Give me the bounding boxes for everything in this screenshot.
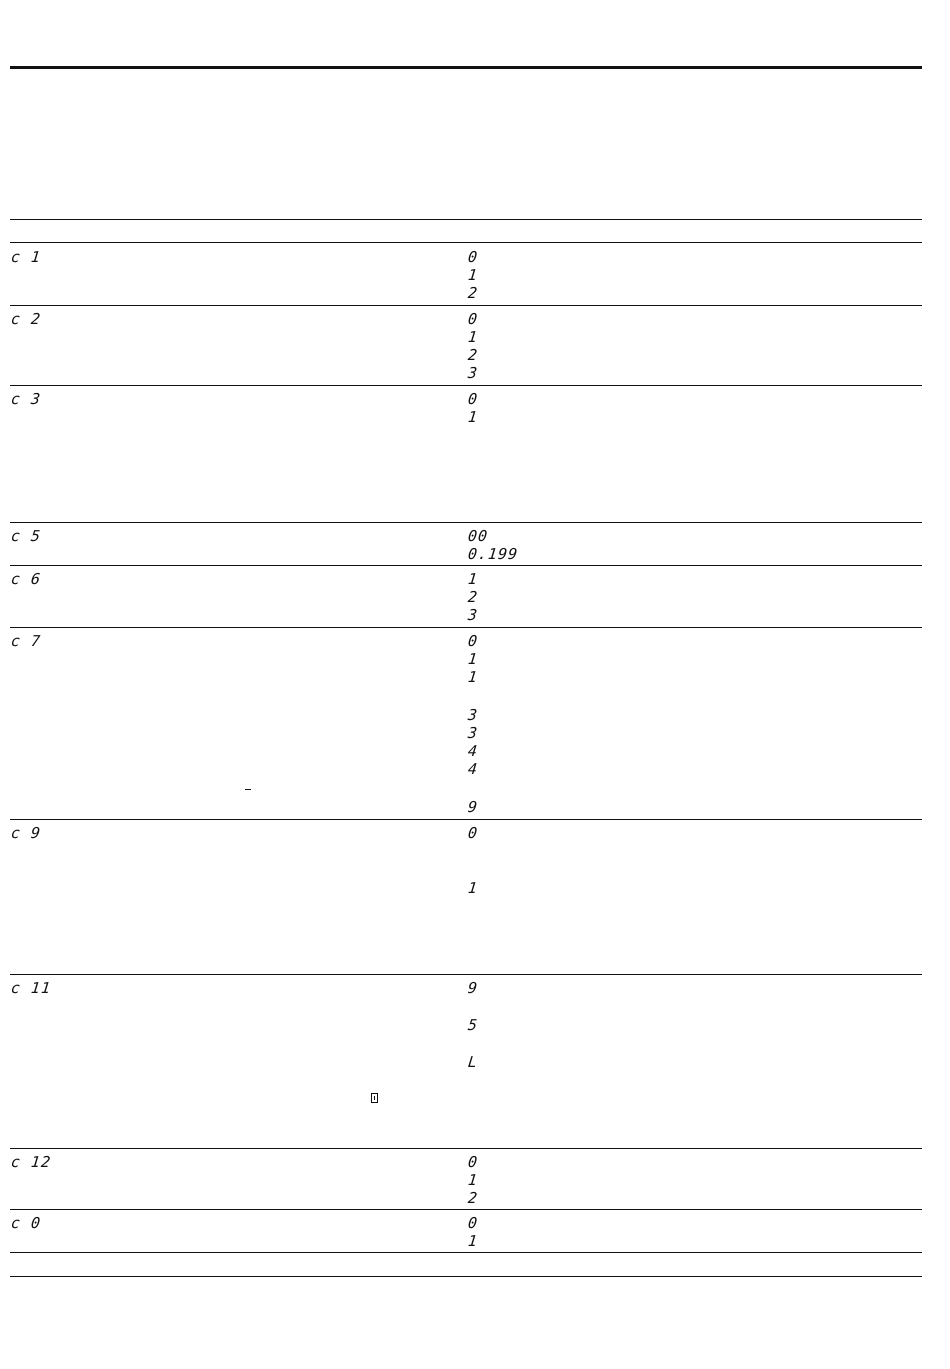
- row-divider: [10, 819, 922, 820]
- value-c6-0: 1: [467, 570, 479, 588]
- value-c2-0: 0: [467, 310, 479, 328]
- table-header-rule: [10, 219, 922, 220]
- code-c0: c 0: [10, 1214, 43, 1232]
- row-divider: [10, 1252, 922, 1253]
- code-c6: c 6: [10, 570, 43, 588]
- row-divider: [10, 1209, 922, 1210]
- value-c7-7: 9: [467, 798, 479, 816]
- value-c7-1: 1: [467, 650, 479, 668]
- value-c0-1: 1: [467, 1232, 479, 1250]
- value-c7-3: 3: [467, 706, 479, 724]
- value-c11-0: 9: [467, 979, 479, 997]
- row-divider: [10, 385, 922, 386]
- value-c5-0: 00: [467, 527, 490, 545]
- table-header-bottom-rule: [10, 242, 922, 243]
- row-divider: [10, 974, 922, 975]
- value-c7-4: 3: [467, 724, 479, 742]
- top-rule: [10, 66, 922, 69]
- value-c9-0: 0: [467, 824, 479, 842]
- value-c6-2: 3: [467, 606, 479, 624]
- value-c9-1: 1: [467, 879, 479, 897]
- code-c3: c 3: [10, 390, 43, 408]
- value-c1-2: 2: [467, 284, 479, 302]
- button-symbol-icon: [371, 1093, 378, 1103]
- code-c11: c 11: [10, 979, 53, 997]
- value-c11-1: 5: [467, 1016, 479, 1034]
- row-divider: [10, 627, 922, 628]
- value-c3-1: 1: [467, 408, 479, 426]
- value-c7-2: 1: [467, 668, 479, 686]
- value-c2-3: 3: [467, 364, 479, 382]
- code-c2: c 2: [10, 310, 43, 328]
- value-c6-1: 2: [467, 588, 479, 606]
- value-c12-2: 2: [467, 1189, 479, 1207]
- row-divider: [10, 305, 922, 306]
- code-c5: c 5: [10, 527, 43, 545]
- code-c9: c 9: [10, 824, 43, 842]
- value-c12-1: 1: [467, 1171, 479, 1189]
- value-c5-1: 0.199: [467, 545, 520, 563]
- row-divider: [10, 522, 922, 523]
- code-c7: c 7: [10, 632, 43, 650]
- value-c1-1: 1: [467, 266, 479, 284]
- row-divider: [10, 565, 922, 566]
- value-c2-1: 1: [467, 328, 479, 346]
- row-divider: [10, 1148, 922, 1149]
- dash-mark: [245, 789, 251, 790]
- value-c11-2: L: [467, 1053, 479, 1071]
- code-c12: c 12: [10, 1153, 53, 1171]
- value-c7-6: 4: [467, 760, 479, 778]
- table-bottom-rule: [10, 1276, 922, 1277]
- value-c3-0: 0: [467, 390, 479, 408]
- value-c12-0: 0: [467, 1153, 479, 1171]
- code-c1: c 1: [10, 248, 43, 266]
- value-c7-5: 4: [467, 742, 479, 760]
- value-c7-0: 0: [467, 632, 479, 650]
- value-c2-2: 2: [467, 346, 479, 364]
- value-c0-0: 0: [467, 1214, 479, 1232]
- value-c1-0: 0: [467, 248, 479, 266]
